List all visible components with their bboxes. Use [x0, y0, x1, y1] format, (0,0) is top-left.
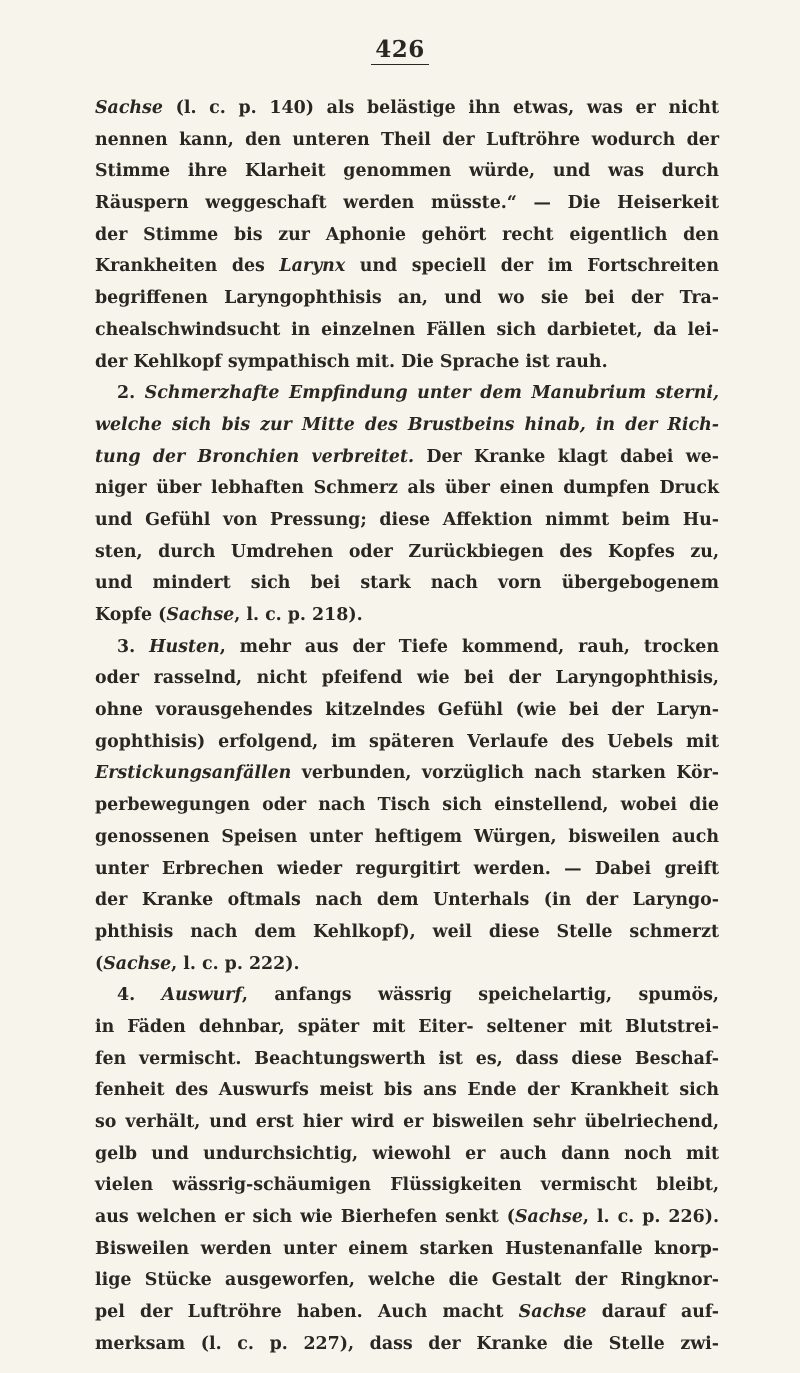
text-line — [95, 695, 719, 727]
italic-text-segment: Sachse — [518, 1302, 587, 1323]
text-segment: chealschwindsucht in einzelnen Fällen sich darbietet, da lei- — [95, 319, 719, 340]
text-line — [95, 949, 719, 981]
body-text — [95, 93, 719, 1361]
text-segment: der Stimme bis zur Aphonie gehört recht eigentlich den — [95, 224, 719, 245]
text-segment: , l. c. p. 218). — [234, 605, 363, 625]
text-segment: lige Stücke ausgeworfen, welche die Gestalt der Ringknor- — [95, 1270, 719, 1291]
text-segment: und Gefühl von Pressung; diese Affektion nimmt beim Hu- — [95, 509, 719, 530]
italic-text-segment: Auswurf — [161, 985, 242, 1006]
text-segment: gelb und undurchsichtig, wiewohl er auch dann noch mit — [95, 1143, 719, 1164]
text-line — [95, 505, 719, 537]
text-line — [95, 125, 719, 157]
text-line — [95, 188, 719, 220]
text-line — [95, 1297, 719, 1329]
italic-text-segment: Sachse — [103, 953, 172, 974]
text-segment: genossenen Speisen unter heftigem Würgen, bisweilen auch — [95, 826, 719, 847]
text-line — [95, 442, 719, 474]
text-line — [95, 885, 719, 917]
text-segment: Räuspern weggeschaft werden müsste.“ — Die Heiserkeit — [95, 193, 719, 214]
text-segment: , l. c. p. 226). — [582, 1207, 720, 1228]
text-line — [95, 1234, 719, 1266]
text-line — [95, 790, 719, 822]
text-segment: ( — [95, 953, 104, 974]
text-line — [95, 283, 719, 315]
text-line — [95, 600, 719, 632]
text-segment: perbewegungen oder nach Tisch sich einstellend, wobei die — [95, 795, 719, 816]
text-line — [95, 93, 719, 125]
text-line — [95, 1012, 719, 1044]
text-segment: Der Kranke klagt dabei we- — [414, 446, 720, 467]
text-segment: oder rasselnd, nicht pfeifend wie bei der Laryngophthisis, — [95, 668, 719, 689]
text-line — [95, 537, 719, 569]
text-line — [95, 1107, 719, 1139]
italic-text-segment: welche sich bis zur Mitte des Brustbeins hinab, in der Rich- — [95, 414, 719, 435]
text-line — [95, 1044, 719, 1076]
text-line — [95, 156, 719, 188]
page-header — [0, 36, 800, 65]
italic-text-segment: Husten — [149, 636, 220, 657]
text-segment: Bisweilen werden unter einem starken Hustenanfalle knorp- — [95, 1238, 719, 1259]
text-line — [95, 347, 719, 379]
italic-text-segment: Erstickungsanfällen — [95, 763, 292, 784]
text-segment: der Kehlkopf sympathisch mit. Die Sprache ist rauh. — [95, 351, 608, 372]
text-segment: gophthisis) erfolgend, im späteren Verlaufe des Uebels mit — [95, 731, 719, 752]
text-segment: vielen wässrig-schäumigen Flüssigkeiten vermischt bleibt, — [95, 1175, 719, 1196]
text-line — [95, 1170, 719, 1202]
text-segment: niger über lebhaften Schmerz als über einen dumpfen Druck — [95, 478, 719, 499]
text-segment: Krankheiten des — [95, 256, 280, 277]
text-segment: fenheit des Auswurfs meist bis ans Ende der Krankheit sich — [95, 1080, 719, 1101]
text-segment: verbunden, vorzüglich nach starken Kör- — [291, 763, 719, 784]
text-line — [95, 1202, 719, 1234]
text-segment: , mehr aus der Tiefe kommend, rauh, trocken — [219, 636, 719, 657]
italic-text-segment: Schmerzhafte Empfindung unter dem Manubrium sterni, — [144, 383, 720, 404]
italic-text-segment: tung der Bronchien verbreitet. — [95, 446, 415, 467]
text-segment: phthisis nach dem Kehlkopf), weil diese Stelle schmerzt — [95, 921, 719, 942]
text-segment: (l. c. p. 140) als belästige ihn etwas, was er nicht — [162, 98, 719, 118]
text-line — [95, 1075, 719, 1107]
text-line — [95, 568, 719, 600]
text-segment: darauf auf- — [586, 1302, 719, 1323]
text-segment: so verhält, und erst hier wird er bisweilen sehr übelriechend, — [95, 1112, 719, 1132]
text-segment: begriffenen Laryngophthisis an, und wo sie bei der Tra- — [95, 288, 719, 309]
italic-text-segment: Sachse — [166, 605, 235, 625]
text-segment: aus welchen er sich wie Bierhefen senkt ( — [95, 1207, 515, 1228]
text-segment: 3. — [117, 636, 150, 657]
text-segment: fen vermischt. Beachtungswerth ist es, dass diese Beschaf- — [95, 1048, 719, 1069]
text-line — [95, 632, 719, 664]
text-segment: 4. — [117, 985, 162, 1006]
text-segment: merksam (l. c. p. 227), dass der Kranke die Stelle zwi- — [95, 1333, 719, 1354]
text-segment: 2. — [117, 383, 145, 404]
text-segment: pel der Luftröhre haben. Auch macht — [95, 1302, 519, 1323]
text-line — [95, 980, 719, 1012]
text-segment: Stimme ihre Klarheit genommen würde, und was durch — [95, 161, 719, 182]
text-segment: Kopfe ( — [95, 605, 167, 625]
text-line — [95, 410, 719, 442]
text-segment: sten, durch Umdrehen oder Zurückbiegen des Kopfes zu, — [95, 541, 719, 562]
text-line — [95, 1329, 719, 1361]
text-line — [95, 1139, 719, 1171]
italic-text-segment: Sachse — [514, 1207, 583, 1228]
text-line — [95, 822, 719, 854]
text-line — [95, 758, 719, 790]
text-segment: nennen kann, den unteren Theil der Luftröhre wodurch der — [95, 129, 719, 150]
text-segment: und mindert sich bei stark nach vorn übergebogenem — [95, 573, 719, 594]
italic-text-segment: Sachse — [95, 98, 163, 118]
text-segment: ohne vorausgehendes kitzelndes Gefühl (wie bei der Laryn- — [95, 700, 719, 721]
text-line — [95, 727, 719, 759]
text-segment: unter Erbrechen wieder regurgitirt werden. — Dabei greift — [95, 858, 719, 879]
text-line — [95, 315, 719, 347]
text-line — [95, 251, 719, 283]
text-segment: und speciell der im Fortschreiten — [345, 256, 720, 277]
text-segment: der Kranke oftmals nach dem Unterhals (in der Laryngo- — [95, 890, 719, 911]
text-segment: in Fäden dehnbar, später mit Eiter- seltener mit Blutstrei- — [95, 1016, 719, 1037]
page-number: 426 — [371, 36, 429, 65]
text-line — [95, 917, 719, 949]
text-segment: , l. c. p. 222). — [171, 953, 300, 974]
text-line — [95, 663, 719, 695]
text-line — [95, 1265, 719, 1297]
italic-text-segment: Larynx — [279, 256, 346, 277]
text-line — [95, 854, 719, 886]
text-line — [95, 378, 719, 410]
text-segment: , anfangs wässrig speichelartig, spumös, — [241, 985, 719, 1006]
text-line — [95, 220, 719, 252]
text-line — [95, 473, 719, 505]
